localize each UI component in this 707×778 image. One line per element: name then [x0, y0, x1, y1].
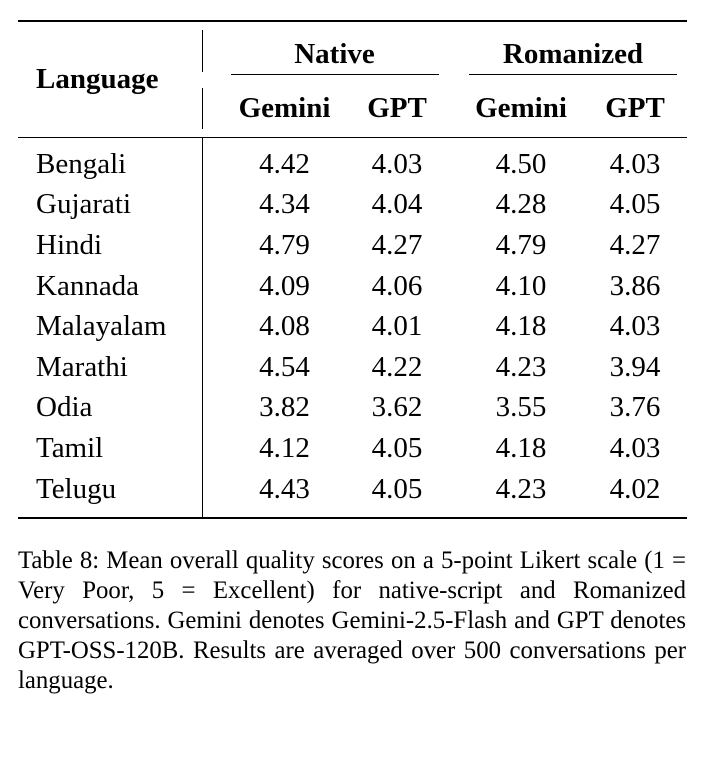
header-language: Language [36, 63, 159, 95]
cell-native-gemini: 4.43 [259, 472, 310, 505]
table-row [18, 306, 687, 347]
cell-gap [447, 138, 459, 185]
cell-romanized-gpt: 3.94 [609, 350, 661, 383]
cell-romanized-gpt: 4.05 [609, 188, 661, 221]
cell-native-gemini: 4.54 [259, 350, 310, 383]
row-language: Bengali [36, 147, 127, 180]
cell-romanized-gpt: 4.03 [609, 310, 661, 343]
row-separator [202, 469, 222, 519]
header-group-romanized [459, 21, 687, 80]
cell-native-gemini: 3.82 [259, 391, 310, 424]
cell-native-gpt: 3.62 [371, 391, 423, 424]
table-row [18, 347, 687, 388]
row-language: Odia [36, 391, 93, 424]
header-native-gpt: GPT [367, 92, 427, 124]
cell-gap [447, 185, 459, 226]
cell-romanized-gemini: 4.23 [495, 472, 547, 505]
table-row [18, 428, 687, 469]
cell-native-gemini: 4.42 [259, 147, 310, 180]
table-body [18, 138, 687, 519]
row-language: Hindi [36, 228, 103, 261]
cell-romanized-gemini: 3.55 [495, 391, 547, 424]
cell-native-gpt: 4.05 [371, 472, 423, 505]
table-row [18, 266, 687, 307]
table-row [18, 138, 687, 185]
cell-native-gemini: 4.34 [259, 188, 310, 221]
row-separator [202, 388, 222, 429]
row-separator [202, 306, 222, 347]
table-row [18, 469, 687, 519]
table-header [18, 21, 687, 138]
header-group-row [18, 21, 687, 80]
results-table-container [18, 20, 687, 519]
row-separator [202, 185, 222, 226]
cell-gap [447, 347, 459, 388]
cell-romanized-gemini: 4.10 [495, 269, 547, 302]
cell-native-gemini: 4.09 [259, 269, 310, 302]
row-separator [202, 138, 222, 185]
row-language: Kannada [36, 269, 140, 302]
row-language: Gujarati [36, 188, 132, 221]
header-native-gemini: Gemini [238, 92, 331, 124]
cell-romanized-gpt: 3.86 [609, 269, 661, 302]
cell-gap [447, 388, 459, 429]
quality-scores-table [18, 20, 687, 519]
cell-native-gpt: 4.03 [371, 147, 423, 180]
cell-native-gpt: 4.27 [371, 228, 423, 261]
cell-romanized-gemini: 4.50 [495, 147, 547, 180]
cell-romanized-gpt: 4.03 [609, 431, 661, 464]
cell-native-gemini: 4.12 [259, 431, 310, 464]
cell-native-gpt: 4.01 [371, 310, 423, 343]
row-language: Telugu [36, 472, 117, 505]
row-separator [202, 266, 222, 307]
row-separator [202, 428, 222, 469]
cell-romanized-gpt: 4.03 [609, 147, 661, 180]
header-romanized-gemini: Gemini [475, 92, 567, 124]
header-separator [202, 21, 222, 80]
cell-romanized-gpt: 3.76 [609, 391, 661, 424]
header-romanized-gpt: GPT [605, 92, 665, 124]
row-separator [202, 225, 222, 266]
row-language: Marathi [36, 350, 128, 383]
cell-native-gpt: 4.04 [371, 188, 423, 221]
cell-gap [447, 469, 459, 519]
cell-native-gpt: 4.22 [371, 350, 423, 383]
header-group-gap [447, 21, 459, 80]
table-row [18, 388, 687, 429]
cell-romanized-gemini: 4.79 [495, 228, 547, 261]
cell-romanized-gemini: 4.18 [495, 431, 547, 464]
row-language: Malayalam [36, 310, 167, 343]
header-group-native-label: Native [294, 37, 375, 70]
cell-gap [447, 306, 459, 347]
row-separator [202, 347, 222, 388]
cell-romanized-gemini: 4.28 [495, 188, 547, 221]
row-language: Tamil [36, 431, 104, 464]
cell-gap [447, 225, 459, 266]
table-caption: Table 8: Mean overall quality scores on a 5-point Likert scale (1 = Very Poor, 5 = Excellent) for native-script and Romanized conversations. Gemini denotes Gemini-2.5-Flash and GPT denotes GPT-OSS-120B. Results are averaged over 500 conversations per language. [18, 547, 686, 694]
cell-native-gpt: 4.06 [371, 269, 423, 302]
table-row [18, 185, 687, 226]
cell-gap [447, 428, 459, 469]
cell-native-gemini: 4.79 [259, 228, 310, 261]
table-row [18, 225, 687, 266]
header-separator [202, 80, 222, 138]
cell-romanized-gpt: 4.27 [609, 228, 661, 261]
cell-native-gemini: 4.08 [259, 310, 310, 343]
cell-gap [447, 266, 459, 307]
cell-romanized-gpt: 4.02 [609, 472, 661, 505]
header-group-native [222, 21, 447, 80]
cell-native-gpt: 4.05 [371, 431, 423, 464]
cell-romanized-gemini: 4.23 [495, 350, 547, 383]
header-group-romanized-label: Romanized [502, 37, 644, 70]
cell-romanized-gemini: 4.18 [495, 310, 547, 343]
header-sub-gap [447, 80, 459, 138]
